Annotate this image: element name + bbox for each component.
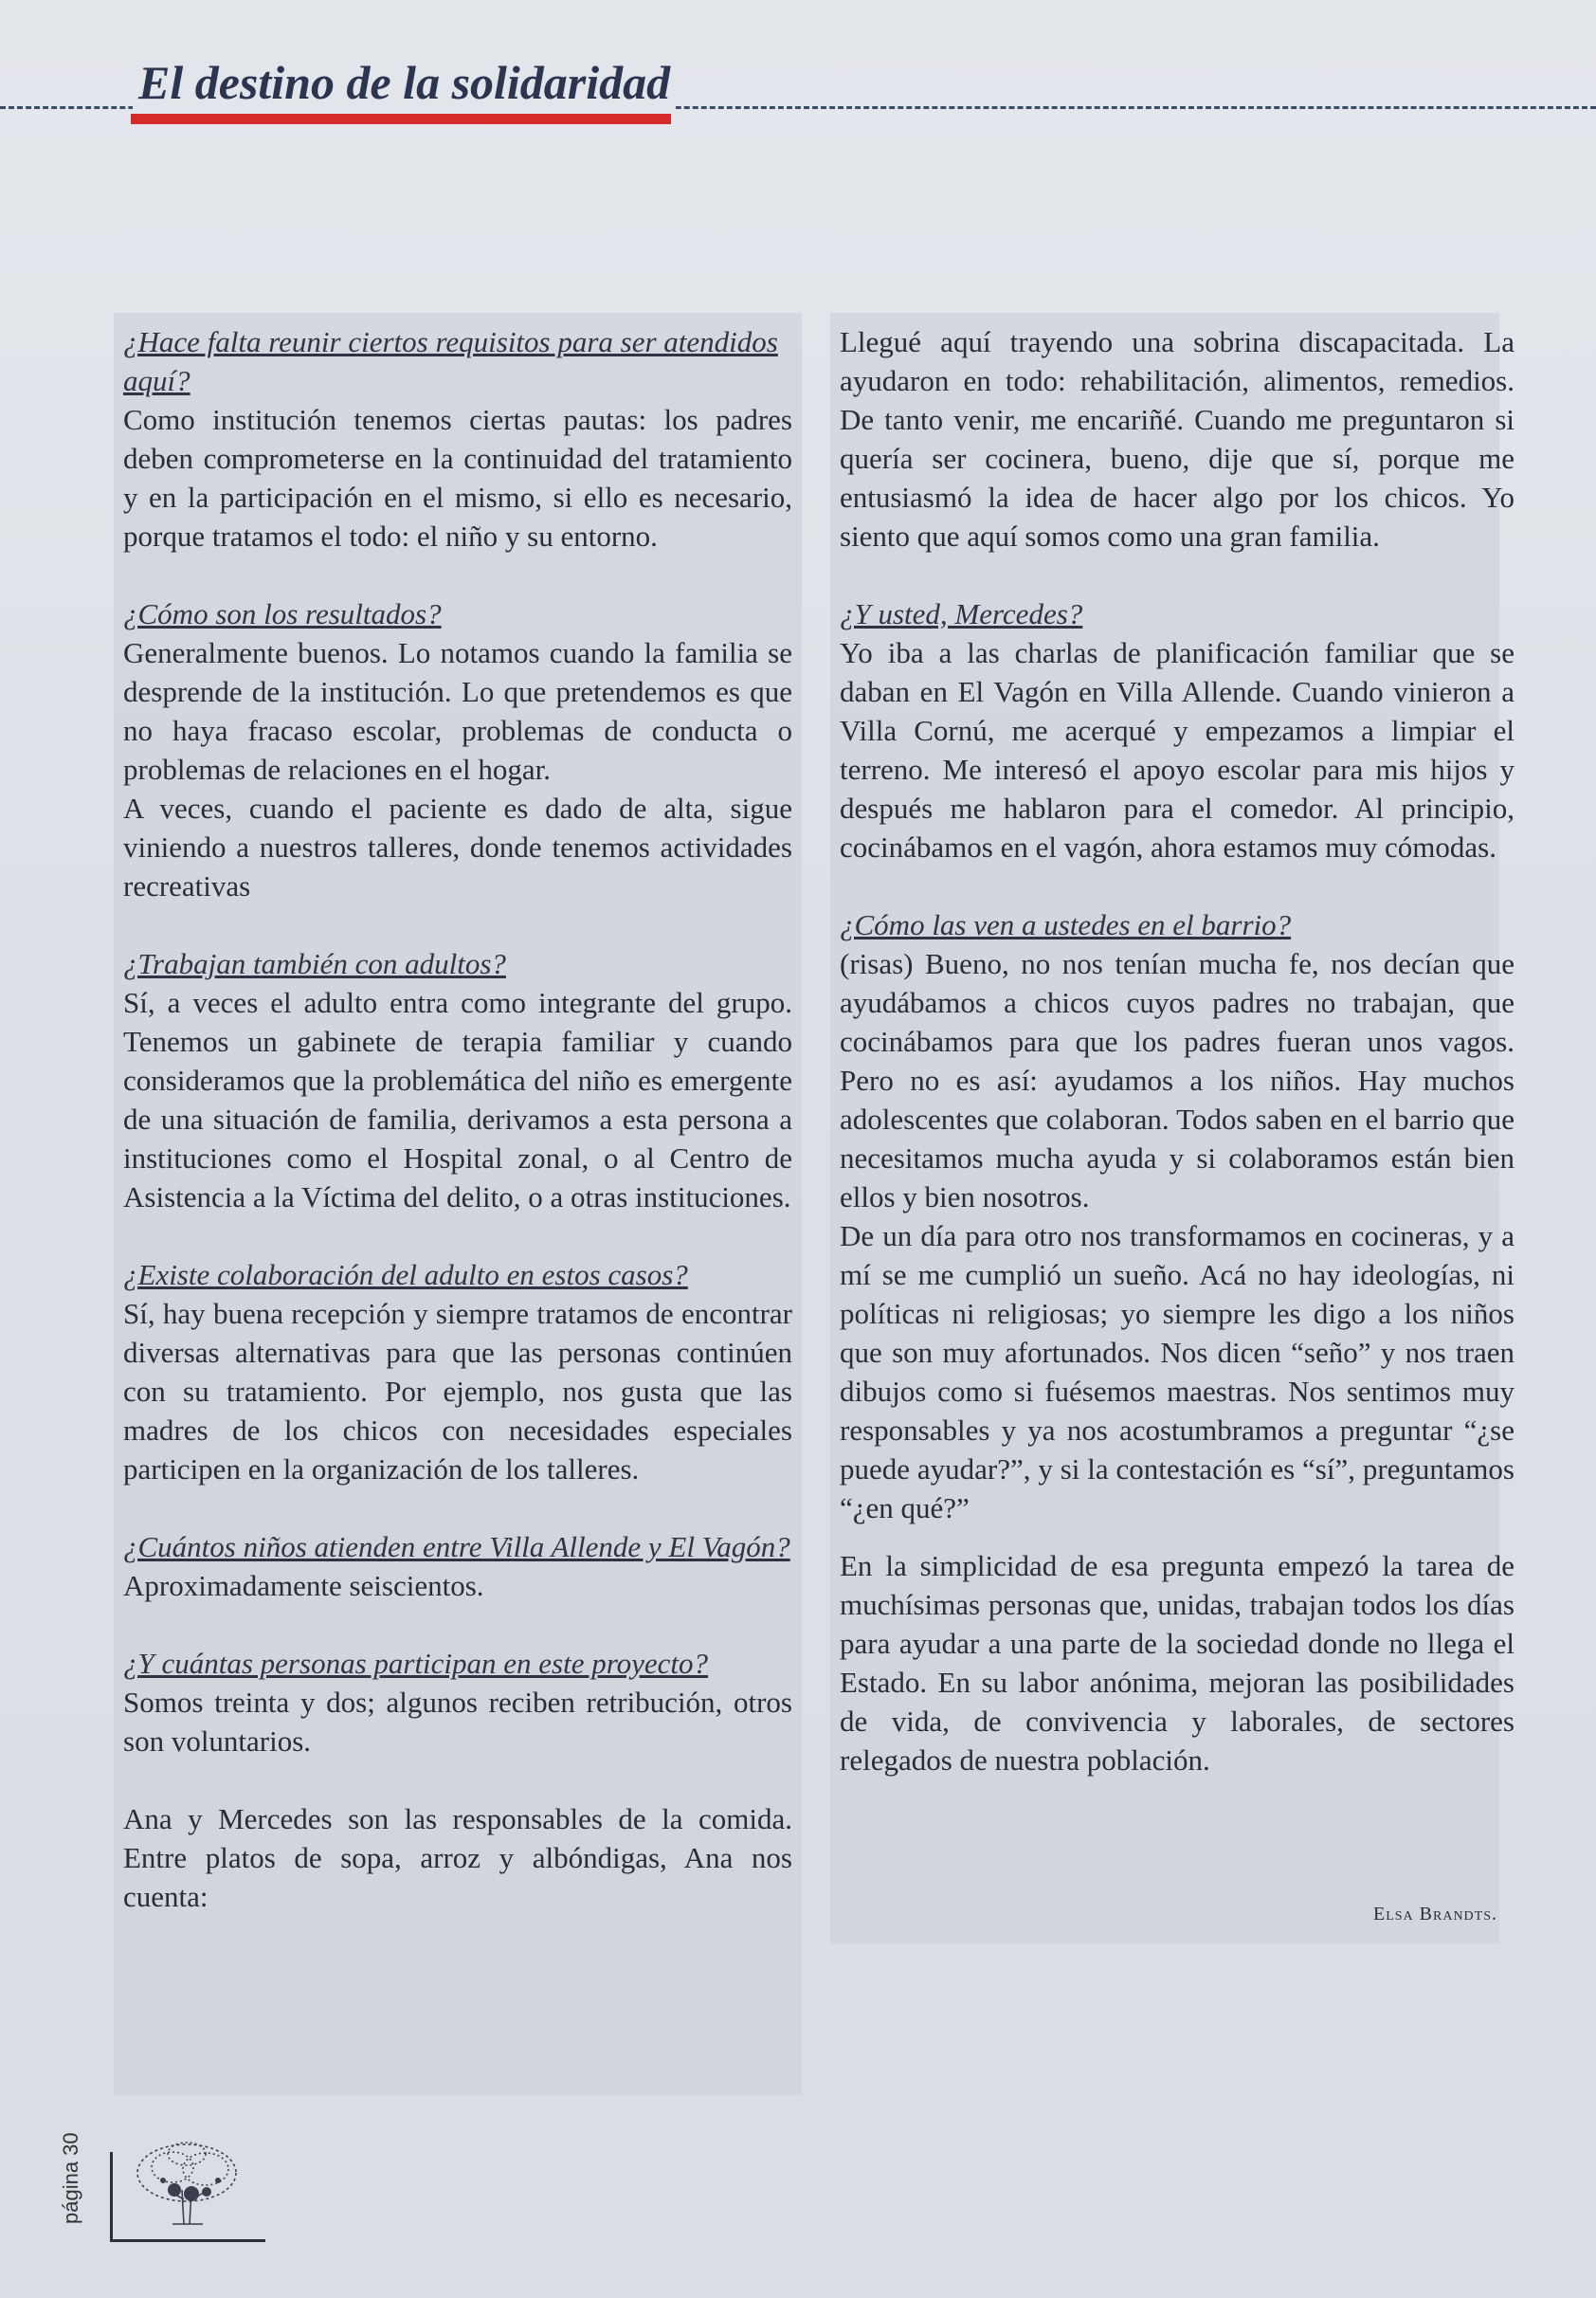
section-title: El destino de la solidaridad <box>133 55 676 110</box>
interview-question: ¿Cómo las ven a ustedes en el barrio? <box>840 908 1292 941</box>
narrative-block <box>123 1799 792 1916</box>
interview-question: ¿Cómo son los resultados? <box>123 597 442 630</box>
interview-answer-continued: De un día para otro nos transformamos en cocineras, y a mí se me cumplió un sueño. Acá no hay ideologías, ni políticas ni religiosas; yo siempre les digo a los niños que son muy afortunados. Nos dicen “seño” y nos traen dibujos como si fuésemos maestras. Nos sentimos muy responsables y ya nos acostumbramos a preguntar “¿se puede ayudar?”, y si la contestación es “sí”, preguntamos “¿en qué?” <box>840 1219 1514 1524</box>
interview-answer: Sí, a veces el adulto entra como integrante del grupo. Tenemos un gabinete de terapia familiar y cuando consideramos que la problemática del niño es emergente de una situación de familia, derivamos a esta persona a instituciones como el Hospital zonal, o al Centro de Asistencia a la Víctima del delito, o a otras instituciones. <box>123 986 792 1213</box>
left-column <box>123 322 792 1916</box>
footer-rule <box>110 2239 265 2242</box>
qa-block <box>840 594 1514 866</box>
qa-block <box>123 944 792 1216</box>
interview-answer: Yo iba a las charlas de planificación familiar que se daban en El Vagón en Villa Allende. Cuando vinieron a Villa Cornú, me acerqué y empezamos a limpiar el terreno. Me interesó el apoyo escolar para mis hijos y después me hablaron para el comedor. Al principio, cocinábamos en el vagón, ahora estamos muy cómodas. <box>840 636 1514 864</box>
interview-answer: Generalmente buenos. Lo notamos cuando la familia se desprende de la institución. Lo que pretendemos es que no haya fracaso escolar, problemas de conducta o problemas de relaciones en el hogar. <box>123 636 792 786</box>
author-signature: Elsa Brandts. <box>1372 1904 1497 1924</box>
title-red-underline <box>131 114 671 124</box>
interview-question: ¿Existe colaboración del adulto en estos casos? <box>123 1258 688 1291</box>
interview-answer: (risas) Bueno, no nos tenían mucha fe, nos decían que ayudábamos a chicos cuyos padres no trabajan, que cocinábamos para que los padres fueran unos vagos. Pero no es así: ayudamos a los niños. Hay muchos adolescentes que colaboran. Todos saben en el barrio que necesitamos mucha ayuda y si colaboramos están bien ellos y bien nosotros. <box>840 947 1514 1213</box>
qa-block <box>123 594 792 905</box>
interview-answer: Somos treinta y dos; algunos reciben retribución, otros son voluntarios. <box>123 1686 792 1758</box>
interview-question: ¿Hace falta reunir ciertos requisitos para ser atendidos aquí? <box>123 325 778 397</box>
qa-block <box>840 905 1514 1527</box>
right-column <box>840 322 1514 1779</box>
interview-answer: Como institución tenemos ciertas pautas: los padres deben comprometerse en la continuidad del tratamiento y en la participación en el mismo, si ello es necesario, porque tratamos el todo: el niño y su entorno. <box>123 403 792 553</box>
narrative-block <box>840 322 1514 556</box>
closing-block <box>840 1546 1514 1779</box>
qa-block <box>123 1527 792 1605</box>
interview-answer: Sí, hay buena recepción y siempre tratamos de encontrar diversas alternativas para que las personas continúen con su tratamiento. Por ejemplo, nos gusta que las madres de los chicos con necesidades especiales participen en la organización de los talleres. <box>123 1297 792 1486</box>
interview-answer: Aproximadamente seiscientos. <box>123 1569 484 1602</box>
interview-question: ¿Trabajan también con adultos? <box>123 947 506 980</box>
footer-vertical-rule <box>110 2152 113 2239</box>
page-number: página 30 <box>59 2132 82 2224</box>
closing-paragraph: En la simplicidad de esa pregunta empezó la tarea de muchísimas personas que, unidas, trabajan todos los días para ayudar a una parte de la sociedad donde no llega el Estado. En su labor anónima, mejoran las posibilidades de vida, de convivencia y laborales, de sectores relegados de nuestra población. <box>840 1549 1514 1777</box>
interview-question: ¿Y cuántas personas participan en este proyecto? <box>123 1647 709 1680</box>
narrative-paragraph: Ana y Mercedes son las responsables de la comida. Entre platos de sopa, arroz y albóndigas, Ana nos cuenta: <box>123 1802 792 1913</box>
qa-block <box>123 1255 792 1488</box>
interview-question: ¿Cuántos niños atienden entre Villa Allende y El Vagón? <box>123 1530 790 1563</box>
tree-logo-icon <box>116 2133 258 2237</box>
qa-block <box>123 1644 792 1760</box>
interview-question: ¿Y usted, Mercedes? <box>840 597 1083 630</box>
qa-block <box>123 322 792 556</box>
interview-answer-continued: A veces, cuando el paciente es dado de alta, sigue viniendo a nuestros talleres, donde tenemos actividades recreativas <box>123 792 792 903</box>
narrative-paragraph: Llegué aquí trayendo una sobrina discapacitada. La ayudaron en todo: rehabilitación, alimentos, remedios. De tanto venir, me encariñé. Cuando me preguntaron si quería ser cocinera, bueno, dije que sí, porque me entusiasmó la idea de hacer algo por los chicos. Yo siento que aquí somos como una gran familia. <box>840 325 1514 553</box>
